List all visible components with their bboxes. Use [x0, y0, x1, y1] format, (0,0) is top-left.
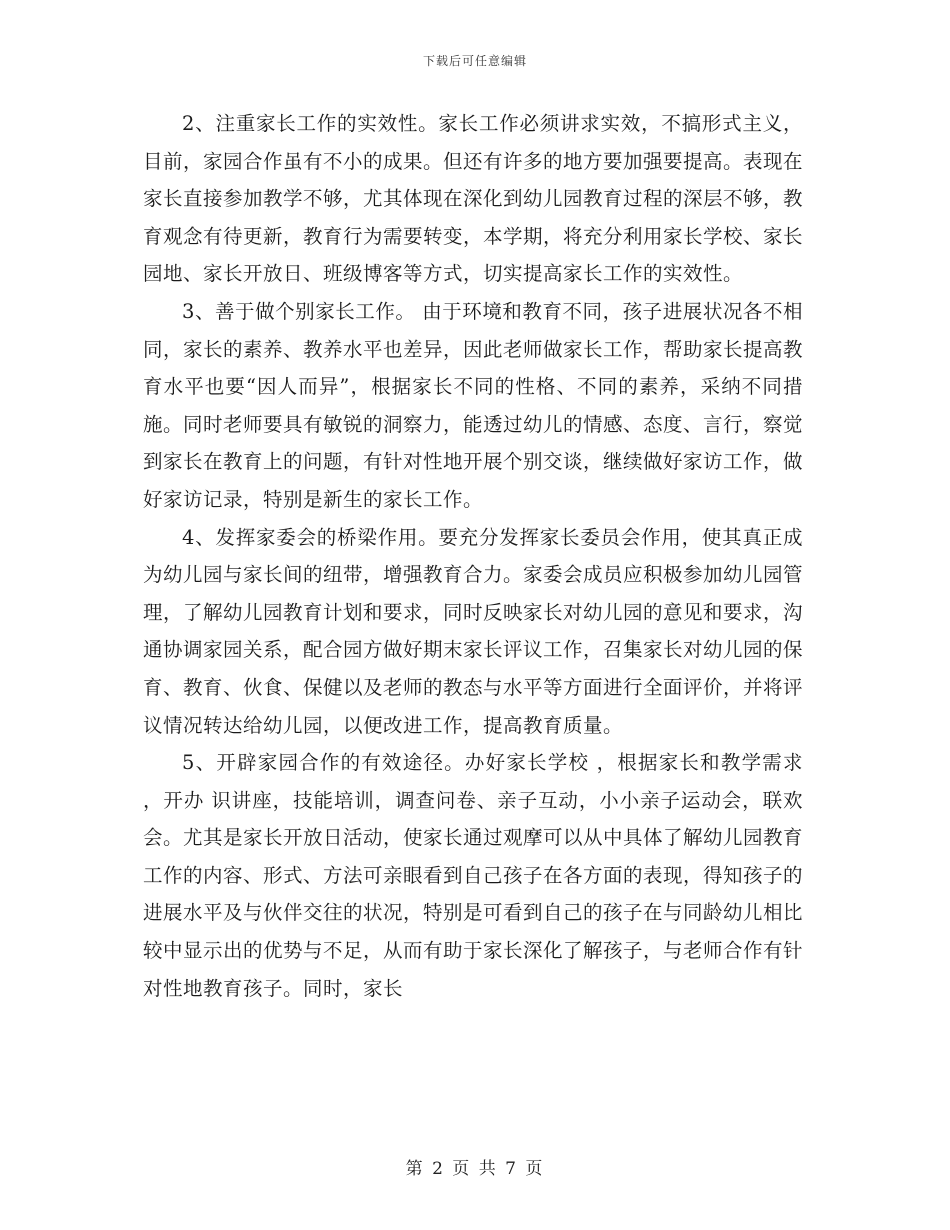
paragraph-2: 2、注重家长工作的实效性。家长工作必须讲求实效，不搞形式主义，目前，家园合作虽有不小的成果。但还有许多的地方要加强要提高。表现在家长直接参加教学不够，尤其体现在深化到幼儿园教育过程的深层不够，教育观念有待更新，教育行为需要转变，本学期，将充分利用家长学校、家长园地、家长开放日、班级博客等方式，切实提高家长工作的实效性。	[143, 112, 804, 286]
paragraph-5: 5、开辟家园合作的有效途径。办好家长学校 ，根据家长和教学需求 ，开办 识讲座，技能培训，调查问卷、亲子互动，小小亲子运动会，联欢会。尤其是家长开放日活动，使家长通过观摩可以从中具体了解幼儿园教育工作的内容、形式、方法可亲眼看到自己孩子在各方面的表现，得知孩子的进展水平及与伙伴交往的状况，特别是可看到自己的孩子在与同龄幼儿相比较中显示出的优势与不足，从而有助于家长深化了解孩子，与老师合作有针对性地教育孩子。同时，家长	[143, 751, 804, 1000]
paragraph-3: 3、善于做个别家长工作。 由于环境和教育不同，孩子进展状况各不相同，家长的素养、教养水平也差异，因此老师做家长工作，帮助家长提高教育水平也要“因人而异”，根据家长不同的性格、不同的素养，采纳不同措施。同时老师要具有敏锐的洞察力，能透过幼儿的情感、态度、言行，察觉到家长在教育上的问题，有针对性地开展个别交谈，继续做好家访工作，做好家访记录，特别是新生的家长工作。	[143, 299, 804, 511]
paragraph-4: 4、发挥家委会的桥梁作用。要充分发挥家长委员会作用，使其真正成为幼儿园与家长间的纽带，增强教育合力。家委会成员应积极参加幼儿园管理，了解幼儿园教育计划和要求，同时反映家长对幼儿园的意见和要求，沟通协调家园关系，配合园方做好期末家长评议工作，召集家长对幼儿园的保育、教育、伙食、保健以及老师的教态与水平等方面进行全面评价，并将评议情况转达给幼儿园，以便改进工作，提高教育质量。	[143, 525, 804, 737]
page-number-footer: 第 2 页 共 7 页	[405, 1159, 545, 1179]
page-header: 下载后可任意编辑	[422, 54, 527, 68]
document-body	[143, 105, 803, 1007]
